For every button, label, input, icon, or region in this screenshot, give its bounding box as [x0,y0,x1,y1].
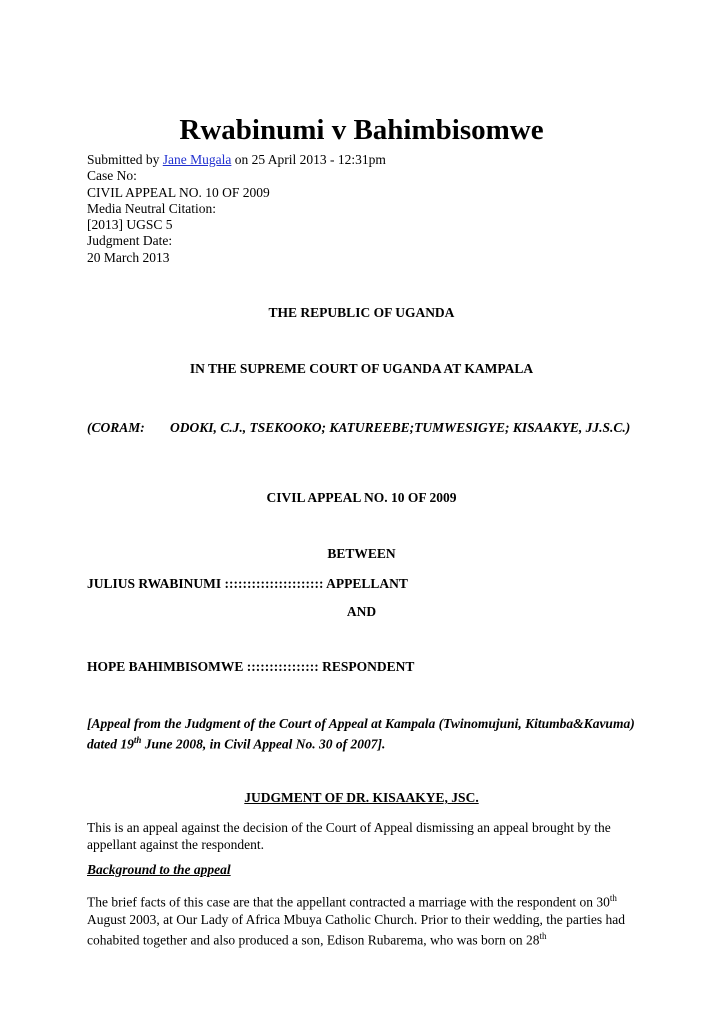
judgment-date-value: 20 March 2013 [87,249,170,265]
facts-sup-2: th [539,930,547,941]
document-title: Rwabinumi v Bahimbisomwe [179,114,544,146]
appeal-number-heading: CIVIL APPEAL NO. 10 OF 2009 [266,490,457,505]
coram-text: ODOKI, C.J., TSEKOOKO; KATUREEBE;TUMWESIGYE; KISAAKYE, JJ.S.C.) [170,420,631,435]
republic-heading: THE REPUBLIC OF UGANDA [268,305,455,320]
coram [87,419,647,436]
appeal-from-text-2: June 2008, in Civil Appeal No. 30 of 2007]. [141,736,386,752]
background-heading: Background to the appeal [87,862,231,877]
coram-label: (CORAM: [87,420,145,435]
court-heading: IN THE SUPREME COURT OF UGANDA AT KAMPALA [189,361,534,376]
submitted-prefix: Submitted by [87,152,163,167]
citation-value: [2013] UGSC 5 [87,217,173,233]
between-heading: BETWEEN [327,546,396,561]
judgment-heading: JUDGMENT OF DR. KISAAKYE, JSC. [244,790,479,805]
submitted-suffix: on 25 April 2013 - 12:31pm [231,152,386,167]
intro-paragraph: This is an appeal against the decision of the Court of Appeal dismissing an appeal brought by the appellant against the respondent. [87,820,611,852]
respondent-line: HOPE BAHIMBISOMWE :::::::::::::::: RESPONDENT [87,659,415,674]
facts-text-1: The brief facts of this case are that the appellant contracted a marriage with the respondent on 30 [87,894,610,910]
appeal-from-text-1: [Appeal from the Judgment of the Court of Appeal at Kampala (Twinomujuni, Kitumba&Kavuma) dated 19 [87,716,635,752]
citation-label: Media Neutral Citation: [87,200,216,216]
document-metadata [87,152,386,266]
appeal-from-note [87,715,647,753]
appellant-line: JULIUS RWABINUMI :::::::::::::::::::::: APPELLANT [87,576,408,591]
case-no-label: Case No: [87,168,137,184]
author-link[interactable]: Jane Mugala [162,152,232,167]
facts-text-2: August 2003, at Our Lady of Africa Mbuya Catholic Church. Prior to their wedding, the parties had cohabited together and also produced a son, Edison Rubarema, who was born on 28 [87,911,626,947]
and-heading: AND [346,604,377,619]
case-no-value: CIVIL APPEAL NO. 10 OF 2009 [87,184,270,200]
appeal-from-sup: th [133,735,142,745]
facts-sup-1: th [609,893,617,903]
facts-paragraph [87,890,647,948]
judgment-date-label: Judgment Date: [87,233,173,249]
submitted-line [87,152,386,168]
